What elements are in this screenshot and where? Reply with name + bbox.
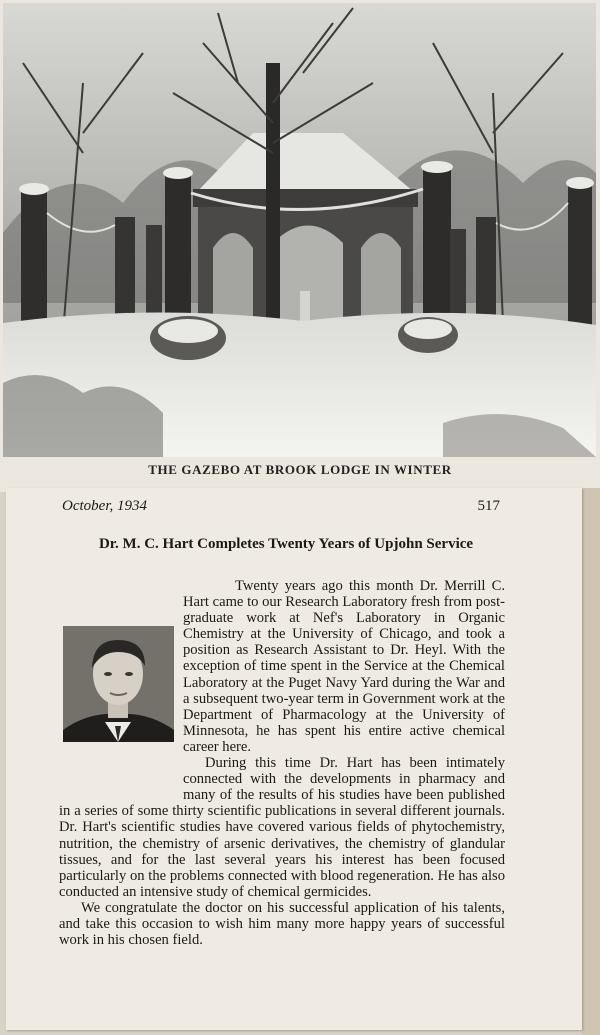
scrapbook-edge [582, 488, 600, 1035]
paragraph-1-text: Twenty years ago this month Dr. Merrill C. Hart came to our Research Laboratory fresh from post-graduate work at Nef's Laboratory in Organic Chemistry at the University of Chicago, and took a position as Research Assistant to Dr. Heyl. With the exception of time spent in the Service at the Chemical Laboratory at the Puget Navy Yard during the War and a subsequent two-year term in Government work at the Department of Pharmacology at the University of Minnesota, he has spent his entire active chemical career here. [183, 578, 505, 755]
paragraph-2: During this time Dr. Hart has been intimately connected with the developments in pharmacy and many of the results of his studies have been published in a series of some thirty scientific publications in several different journals. Dr. Hart's scientific studies have covered various fields of phytochemistry, nutrition, the chemistry of arsenic derivatives, the chemistry of glandular tissues, and for the last several years his interest has been focused particularly on the problems connected with blood regeneration. He has also conducted an intensive study of chemical germicides. [59, 755, 505, 900]
issue-date: October, 1934 [62, 498, 147, 514]
photo-clipping [0, 0, 600, 492]
article-headline: Dr. M. C. Hart Completes Twenty Years of Upjohn Service [98, 536, 474, 552]
page-number: 517 [477, 498, 500, 514]
gazebo-photo [3, 3, 596, 457]
paragraph-3: We congratulate the doctor on his successful application of his talents, and take this occasion to wish him many more happy years of successful work in his chosen field. [59, 899, 505, 949]
portrait-spacer [59, 578, 183, 788]
article-body [59, 578, 505, 948]
photo-caption: THE GAZEBO AT BROOK LODGE IN WINTER [148, 462, 452, 477]
article-clipping [6, 488, 582, 1030]
